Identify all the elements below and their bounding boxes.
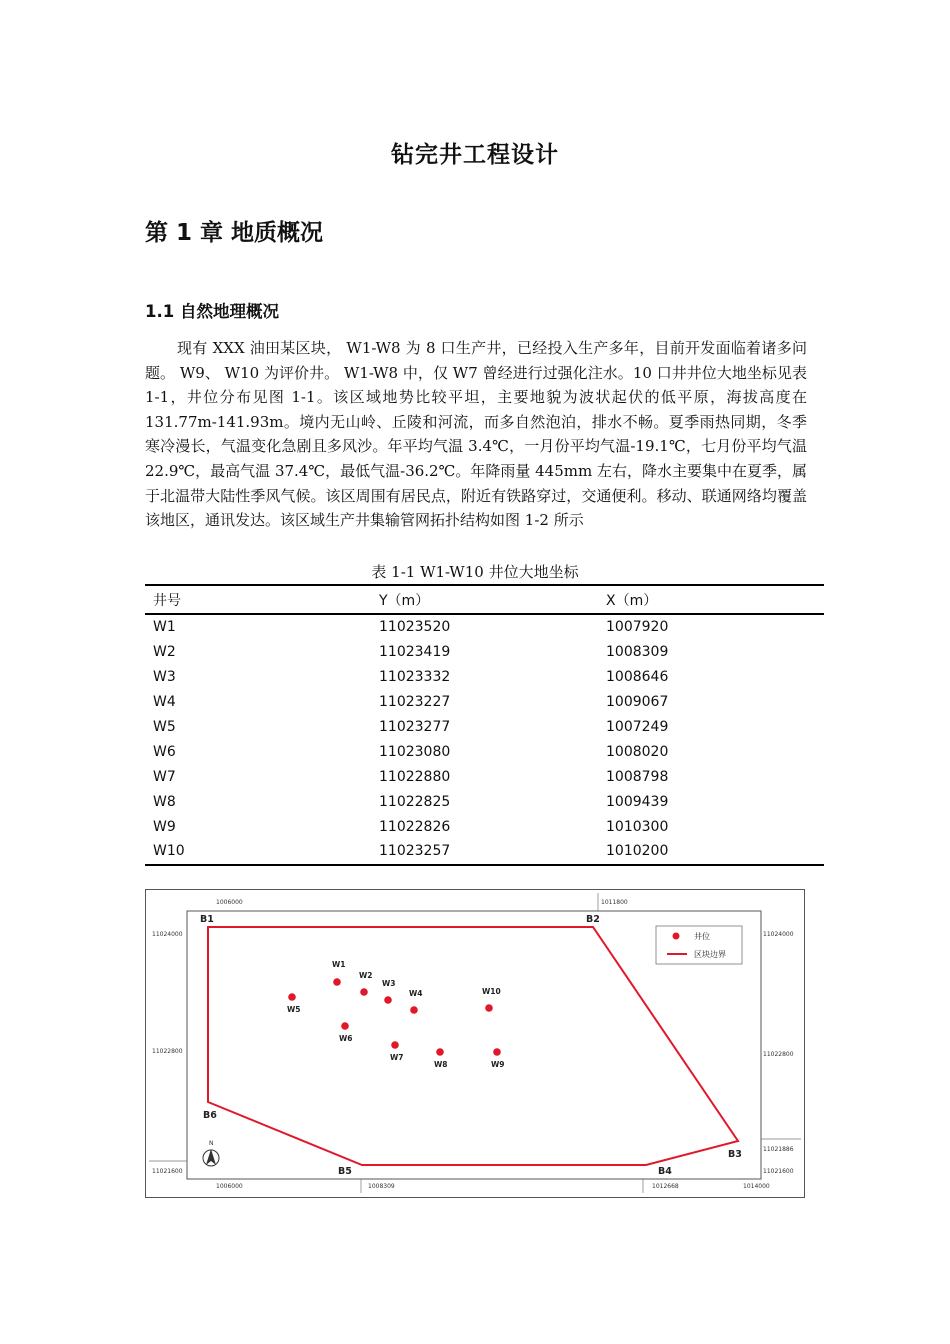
cell-well-id: W1 (153, 619, 176, 636)
boundary-label-b6: B6 (203, 1110, 217, 1121)
well-location-map (145, 889, 805, 1198)
well-dot-w5 (288, 993, 296, 1001)
legend-boundary-label: 区块边界 (694, 950, 726, 959)
cell-well-id: W9 (153, 818, 176, 835)
cell-well-id: W2 (153, 644, 176, 661)
boundary-label-b5: B5 (338, 1166, 352, 1177)
well-dot-w4 (410, 1006, 418, 1014)
well-label-w5: W5 (287, 1005, 301, 1014)
cell-well-id: W8 (153, 793, 176, 810)
x-tick-top-0: 1006000 (216, 899, 243, 906)
y-tick-right-3: 11021600 (763, 1168, 794, 1175)
table-row (145, 814, 824, 839)
chapter-heading: 第 1 章 地质概况 (145, 220, 324, 246)
well-label-w3: W3 (382, 979, 396, 988)
cell-x: 1008309 (606, 644, 669, 661)
x-tick-bottom-1: 1008309 (368, 1183, 395, 1190)
cell-y: 11022826 (379, 818, 451, 835)
north-arrow-icon (203, 1140, 219, 1166)
well-coordinates-table (145, 584, 824, 866)
table-header-row (145, 585, 824, 614)
cell-well-id: W10 (153, 843, 185, 860)
cell-well-id: W3 (153, 669, 176, 686)
boundary-label-b3: B3 (728, 1149, 742, 1160)
cell-y: 11023277 (379, 719, 451, 735)
y-tick-left-2: 11021600 (152, 1168, 183, 1175)
well-label-w7: W7 (390, 1053, 404, 1062)
legend-well-label: 井位 (694, 932, 710, 941)
well-label-w4: W4 (409, 989, 423, 998)
boundary-label-b4: B4 (658, 1166, 672, 1177)
north-label: N (209, 1140, 214, 1147)
section-heading: 1.1 自然地理概况 (145, 302, 279, 321)
y-tick-right-1: 11022800 (763, 1051, 794, 1058)
map-legend (656, 926, 742, 964)
well-dot-w2 (360, 988, 368, 996)
cell-well-id: W5 (153, 719, 176, 735)
well-dot-w1 (333, 978, 341, 986)
cell-well-id: W6 (153, 743, 176, 760)
document-title: 钻完井工程设计 (391, 142, 559, 168)
boundary-label-b1: B1 (200, 914, 214, 925)
well-label-w9: W9 (491, 1060, 505, 1069)
cell-well-id: W7 (153, 768, 176, 785)
well-dot-w10 (485, 1004, 493, 1012)
cell-y: 11023419 (379, 644, 451, 661)
cell-well-id: W4 (153, 694, 176, 711)
legend-well-icon (673, 933, 680, 940)
table-row (145, 690, 824, 715)
table-row (145, 739, 824, 764)
table-row (145, 640, 824, 665)
cell-y: 11023332 (379, 669, 451, 686)
well-dot-w3 (384, 996, 392, 1004)
table-row (145, 715, 824, 740)
cell-x: 1009439 (606, 793, 669, 810)
well-label-w6: W6 (339, 1034, 353, 1043)
well-label-w1: W1 (332, 960, 346, 969)
well-dot-w7 (391, 1041, 399, 1049)
x-tick-top-1: 1011800 (601, 899, 628, 906)
y-tick-right-0: 11024000 (763, 931, 794, 938)
table-body (145, 614, 824, 865)
table-row (145, 789, 824, 814)
well-dot-w9 (493, 1048, 501, 1056)
cell-y: 11023080 (379, 743, 451, 760)
cell-x: 1010300 (606, 818, 669, 835)
well-markers (287, 960, 505, 1069)
body-paragraph: 现有 XXX 油田某区块， W1-W8 为 8 口生产井，已经投入生产多年，目前开发面临着诸多问题。 W9、 W10 为评价井。 W1-W8 中，仅 W7 曾经进行过强化注水。10 口井井位大地坐标见表 1-1，井位分布见图 1-1。该区域地势比较平坦，主要地貌为波状起伏的低平原，海拔高度在 131.77m-141.93m。境内无山岭、丘陵和河流，而多自然泡泊，排水不畅。夏季雨热同期，冬季寒冷漫长，气温变化急剧且多风沙。年平均气温 3.4℃，一月份平均气温-19.1℃，七月份平均气温 22.9℃，最高气温 37.4℃，最低气温-36.2℃。年降雨量 445mm 左右，降水主要集中在夏季，属于北温带大陆性季风气候。该区周围有居民点，附近有铁路穿过，交通便利。移动、联通网络均覆盖该地区，通讯发达。该区域生产井集输管网拓扑结构如图 1-2 所示 (145, 339, 807, 530)
cell-x: 1007920 (606, 619, 669, 636)
well-label-w10: W10 (482, 987, 501, 996)
cell-y: 11023227 (379, 694, 451, 711)
cell-x: 1009067 (606, 694, 669, 711)
header-y: Y（m） (371, 585, 598, 614)
cell-x: 1008798 (606, 768, 669, 785)
table-row (145, 665, 824, 690)
map-canvas (146, 890, 803, 1196)
y-tick-right-2: 11021886 (763, 1146, 794, 1153)
north-arrow-head (206, 1149, 216, 1165)
well-dot-w8 (436, 1048, 444, 1056)
cell-y: 11023520 (379, 619, 451, 636)
cell-x: 1007249 (606, 719, 669, 735)
boundary-label-b2: B2 (586, 914, 600, 925)
table-row (145, 614, 824, 640)
cell-x: 1008020 (606, 743, 669, 760)
x-tick-bottom-2: 1012668 (652, 1183, 679, 1190)
well-dot-w6 (341, 1022, 349, 1030)
x-tick-bottom-3: 1014000 (743, 1183, 770, 1190)
cell-x: 1008646 (606, 669, 669, 686)
well-label-w8: W8 (434, 1060, 448, 1069)
y-tick-left-0: 11024000 (152, 931, 183, 938)
cell-y: 11023257 (379, 843, 451, 860)
cell-y: 11022880 (379, 768, 451, 785)
cell-x: 1010200 (606, 843, 669, 860)
header-x: X（m） (598, 585, 824, 614)
y-tick-left-1: 11022800 (152, 1048, 183, 1055)
table-row (145, 839, 824, 865)
table-caption: 表 1-1 W1-W10 井位大地坐标 (371, 563, 579, 581)
header-well-id: 井号 (145, 585, 371, 614)
table-row (145, 764, 824, 789)
well-label-w2: W2 (359, 971, 373, 980)
x-tick-bottom-0: 1006000 (216, 1183, 243, 1190)
cell-y: 11022825 (379, 793, 451, 810)
